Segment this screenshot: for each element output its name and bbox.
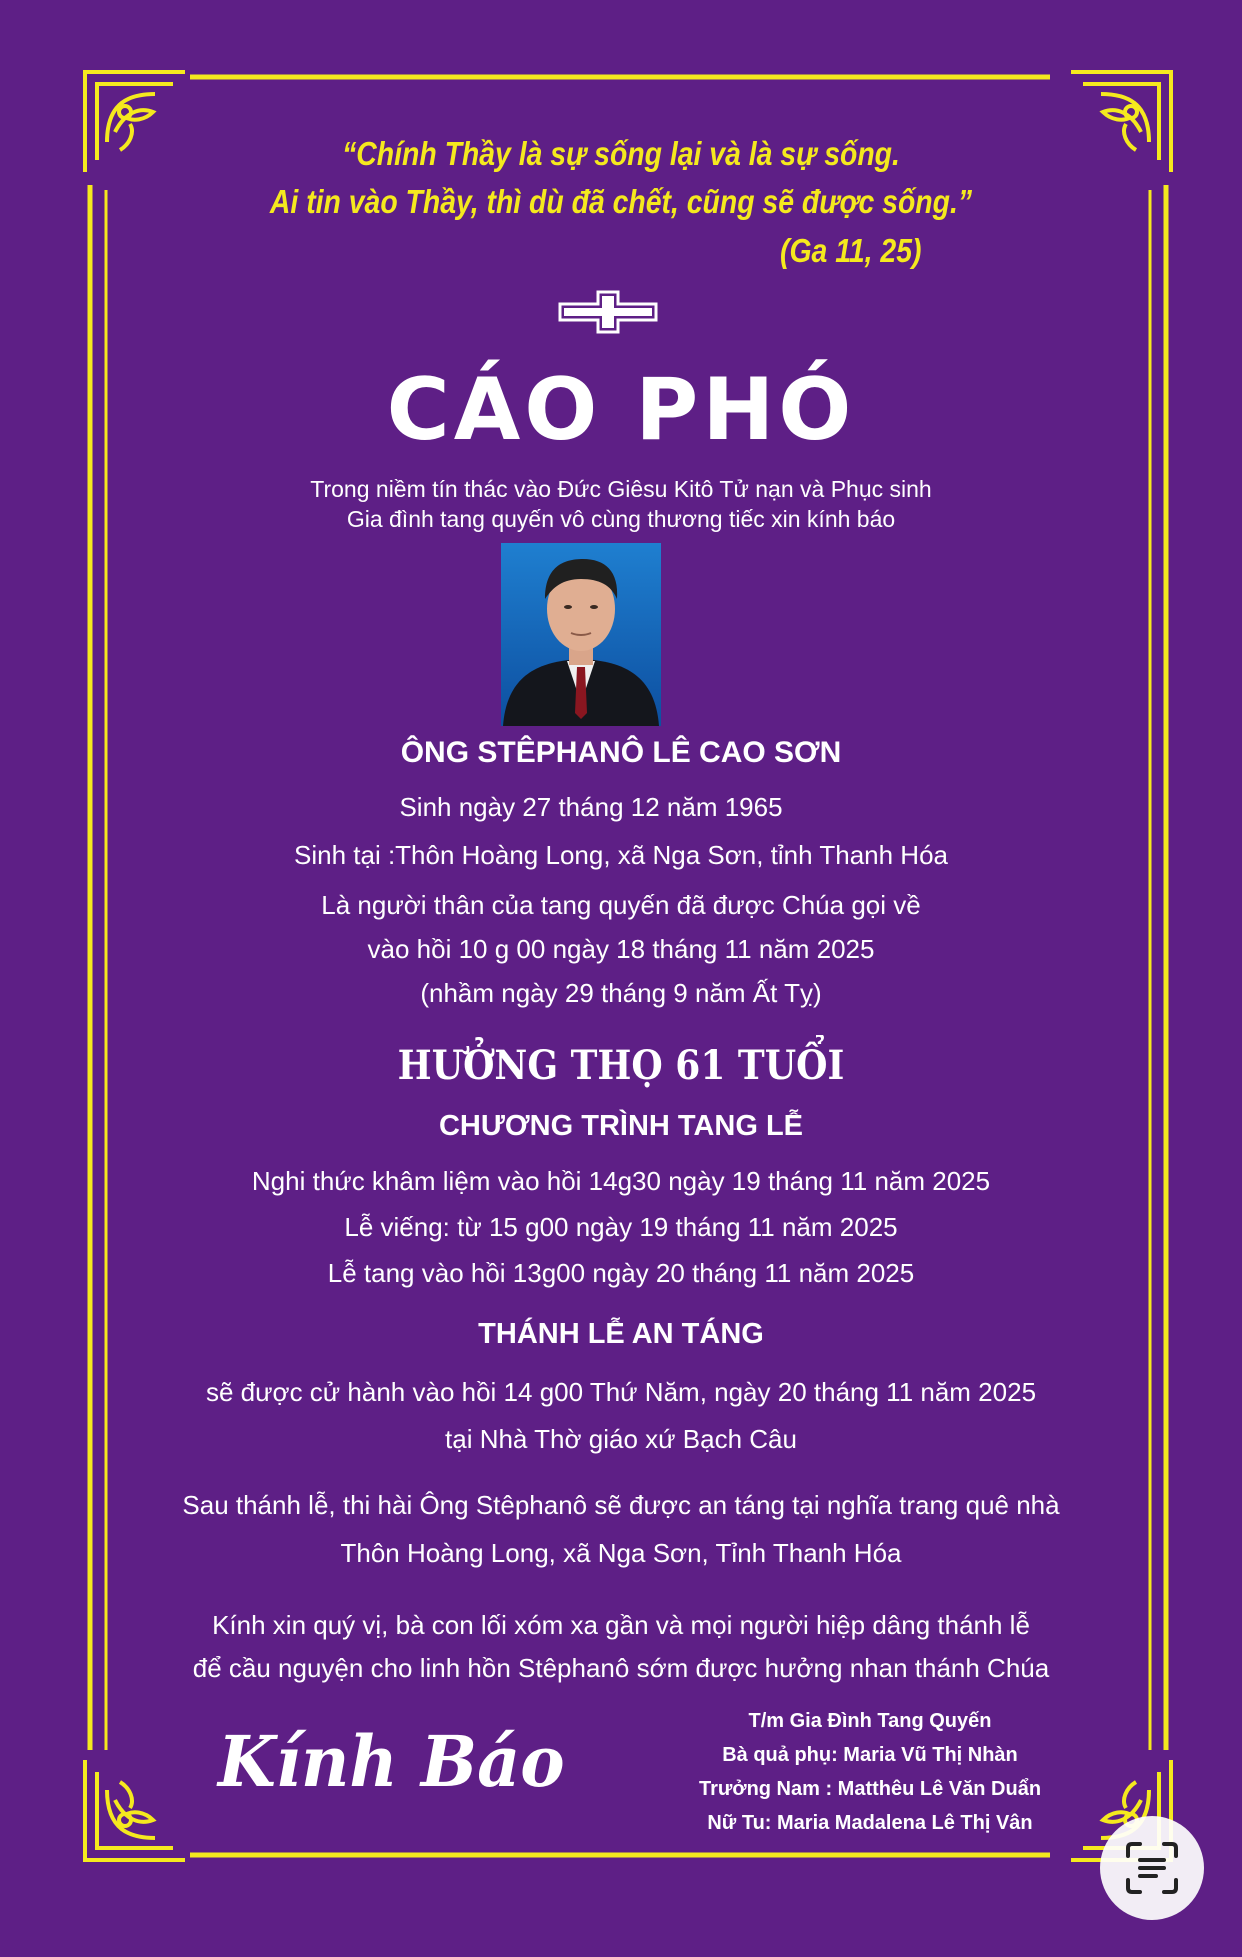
- program-item: Lễ tang vào hồi 13g00 ngày 20 tháng 11 năm 2025: [327, 1258, 915, 1288]
- family-heading: T/m Gia Đình Tang Quyến: [748, 1710, 992, 1732]
- program-item: Lễ viếng: từ 15 g00 ngày 19 tháng 11 năm 2025: [344, 1212, 898, 1242]
- intro-line-2: Gia đình tang quyến vô cùng thương tiếc xin kính báo: [346, 506, 896, 532]
- birth-place: Sinh tại :Thôn Hoàng Long, xã Nga Sơn, tỉnh Thanh Hóa: [294, 840, 948, 870]
- page-title: CÁO PHÓ: [386, 360, 856, 460]
- corner-ornament-icon: [85, 1760, 185, 1860]
- invitation-line-1: Kính xin quý vị, bà con lối xóm xa gần và mọi người hiệp dâng thánh lễ: [212, 1610, 1030, 1640]
- death-line-2: vào hồi 10 g 00 ngày 18 tháng 11 năm 2025: [367, 934, 875, 964]
- lunar-date: (nhầm ngày 29 tháng 9 năm Ất Tỵ): [420, 978, 822, 1008]
- portrait-photo: [501, 543, 661, 726]
- family-member: Bà quả phụ: Maria Vũ Thị Nhàn: [722, 1744, 1018, 1766]
- program-item: Nghi thức khâm liệm vào hồi 14g30 ngày 19 tháng 11 năm 2025: [251, 1166, 991, 1196]
- family-member: Nữ Tu: Maria Madalena Lê Thị Vân: [707, 1812, 1033, 1834]
- family-member: Trưởng Nam : Matthêu Lê Văn Duẩn: [698, 1778, 1042, 1800]
- scan-text-icon: [1124, 1840, 1180, 1896]
- burial-line-1: Sau thánh lễ, thi hài Ông Stêphanô sẽ được an táng tại nghĩa trang quê nhà: [182, 1490, 1060, 1520]
- intro-line-1: Trong niềm tín thác vào Đức Giêsu Kitô Tử nạn và Phục sinh: [310, 476, 932, 502]
- program-heading: CHƯƠNG TRÌNH TANG LỄ: [438, 1110, 803, 1142]
- age-heading: HƯỞNG THỌ 61 TUỔI: [397, 1042, 845, 1089]
- scripture-quote-line-2: Ai tin vào Thầy, thì dù đã chết, cũng sẽ được sống.”: [269, 183, 973, 220]
- burial-line-2: Thôn Hoàng Long, xã Nga Sơn, Tỉnh Thanh Hóa: [340, 1538, 902, 1568]
- funeral-mass-heading: THÁNH LỄ AN TÁNG: [478, 1318, 764, 1350]
- birth-date: Sinh ngày 27 tháng 12 năm 1965: [399, 792, 783, 822]
- signoff: Kính Báo: [218, 1720, 565, 1803]
- death-line-1: Là người thân của tang quyến đã được Chúa gọi về: [321, 890, 921, 920]
- funeral-mass-line-2: tại Nhà Thờ giáo xứ Bạch Câu: [445, 1424, 797, 1454]
- cross-icon: [558, 290, 658, 334]
- invitation-line-2: để cầu nguyện cho linh hồn Stêphanô sớm được hưởng nhan thánh Chúa: [192, 1653, 1050, 1683]
- scan-text-button[interactable]: [1100, 1816, 1204, 1920]
- funeral-mass-line-1: sẽ được cử hành vào hồi 14 g00 Thứ Năm, ngày 20 tháng 11 năm 2025: [205, 1377, 1037, 1407]
- deceased-name: ÔNG STÊPHANÔ LÊ CAO SƠN: [400, 736, 842, 769]
- scripture-quote-line-1: “Chính Thầy là sự sống lại và là sự sống.: [342, 135, 900, 172]
- scripture-reference: (Ga 11, 25): [780, 232, 922, 269]
